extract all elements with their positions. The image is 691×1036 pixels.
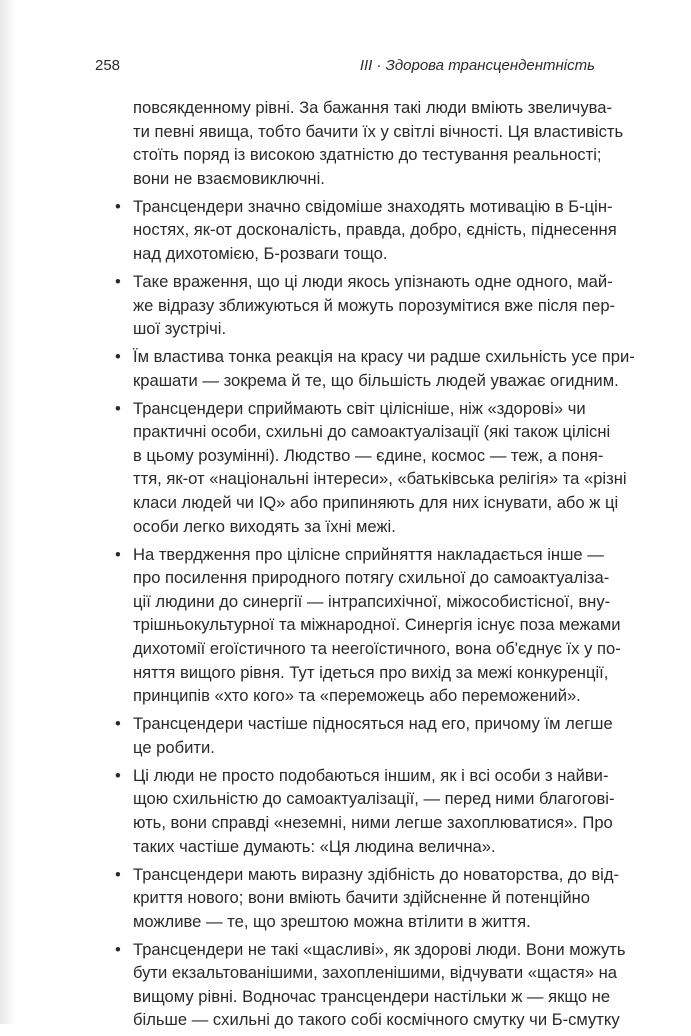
text-line: вищому рівні. Водночас трансцендери настільки ж — якщо не: [133, 986, 611, 1006]
text-line: криття нового; вони вміють бачити здійсненне й потенційно: [133, 888, 591, 908]
text-line: Таке враження, що ці люди якось упізнають одне одного, май-: [133, 271, 613, 291]
text-line: ностях, як-от досконалість, правда, добро, єдність, піднесення: [133, 220, 617, 240]
text-line: шої зустрічі.: [133, 319, 227, 339]
text-line: стоїть поряд із високою здатністю до тестування реальності;: [133, 145, 602, 165]
text-line: про посилення природного потягу схильної до самоактуаліза-: [133, 568, 610, 588]
text-line: Трансцендери частіше підносяться над его, причому їм легше: [133, 714, 613, 734]
bullet-list-item: [95, 543, 621, 708]
text-line: ти певні явища, тобто бачити їх у світлі вічності. Ця властивість: [133, 121, 624, 141]
bullet-marker: •: [115, 765, 121, 785]
page-gutter-shadow: [0, 0, 16, 1024]
text-line: ття, як-от «національні інтереси», «батьківська релігія» та «різні: [133, 469, 627, 489]
text-line: можливе — те, що зрештою можна втілити в життя.: [133, 911, 531, 931]
text-line: класи людей чи IQ» або припиняють для них існувати, або ж ці: [133, 493, 619, 513]
text-line: над дихотомією, Б-розваги тощо.: [133, 243, 388, 263]
bullet-list-item: [95, 345, 635, 392]
text-line: щою схильністю до самоактуалізації, — перед ними благогові-: [133, 789, 615, 809]
text-line: крашати — зокрема й те, що більшість людей уважає огидним.: [133, 370, 619, 390]
text-line: ють, вони справді «неземні, ними легше захоплюватися». Про: [133, 812, 613, 832]
bullet-list-item: [95, 938, 626, 1032]
text-line: Трансцендери сприймають світ цілісніше, ніж «здорові» чи: [133, 398, 586, 418]
text-line: в цьому розумінні). Людство — єдине, космос — теж, а поня-: [133, 445, 604, 465]
text-line: же відразу зближуються й можуть порозумітися вже після пер-: [133, 295, 616, 315]
text-line: більше — схильні до такого собі космічного смутку чи Б-смутку: [133, 1010, 620, 1030]
page-header: [95, 54, 595, 78]
bullet-marker: •: [115, 271, 121, 291]
bullet-marker: •: [115, 864, 121, 884]
bullet-list-item: [95, 270, 616, 341]
page-number: 258: [95, 57, 121, 74]
text-line: це робити.: [133, 737, 215, 757]
text-line: няття вищого рівня. Тут ідеться про вихід за межі конкуренції,: [133, 662, 609, 682]
text-line: трішньокультурної та міжнародної. Синергія існує поза межами: [133, 615, 621, 635]
text-line: дихотомії егоїстичного та неегоїстичного, вона об'єднує їх у по-: [133, 639, 621, 659]
bullet-marker: •: [115, 196, 121, 216]
text-line: принципів «хто кого» та «переможець або переможений».: [133, 686, 581, 706]
continued-paragraph: [95, 96, 624, 190]
bullet-marker: •: [115, 347, 121, 367]
text-line: Трансцендери мають виразну здібність до новаторства, до від-: [133, 864, 620, 884]
bullet-list-item: [95, 195, 617, 266]
text-line: бути екзальтованішими, захопленішими, відчувати «щастя» на: [133, 963, 618, 983]
text-line: Їм властива тонка реакція на красу чи радше схильність усе при-: [133, 347, 635, 367]
body-text: [95, 96, 635, 1036]
text-line: ції людини до синергії — інтрапсихічної, міжособистісної, вну-: [133, 591, 611, 611]
text-line: На твердження про цілісне сприйняття накладається інше —: [133, 544, 604, 564]
bullet-marker: •: [115, 398, 121, 418]
text-line: повсякденному рівні. За бажання такі люди вміють звеличува-: [133, 98, 612, 117]
running-title: III · Здорова трансцендентність: [359, 57, 595, 74]
text-line: практичні особи, схильні до самоактуалізації (які також цілісні: [133, 422, 611, 442]
bullet-marker: •: [115, 939, 121, 959]
text-line: Ці люди не просто подобаються іншим, як і всі особи з найви-: [133, 765, 609, 785]
bullet-marker: •: [115, 544, 121, 564]
bullet-marker: •: [115, 714, 121, 734]
bullet-list-item: [95, 397, 627, 539]
bullet-list-item: [95, 764, 615, 858]
bullet-list-item: [95, 863, 620, 934]
text-line: таких частіше думають: «Ця людина велична».: [133, 836, 496, 856]
text-line: Трансцендери не такі «щасливі», як здорові люди. Вони можуть: [133, 939, 626, 959]
text-line: вони не взаємовиключні.: [133, 168, 325, 188]
text-line: особи легко виходять за їхні межі.: [133, 516, 396, 536]
text-line: Трансцендери значно свідоміше знаходять мотивацію в Б-цін-: [133, 196, 613, 216]
bullet-list-item: [95, 712, 613, 759]
